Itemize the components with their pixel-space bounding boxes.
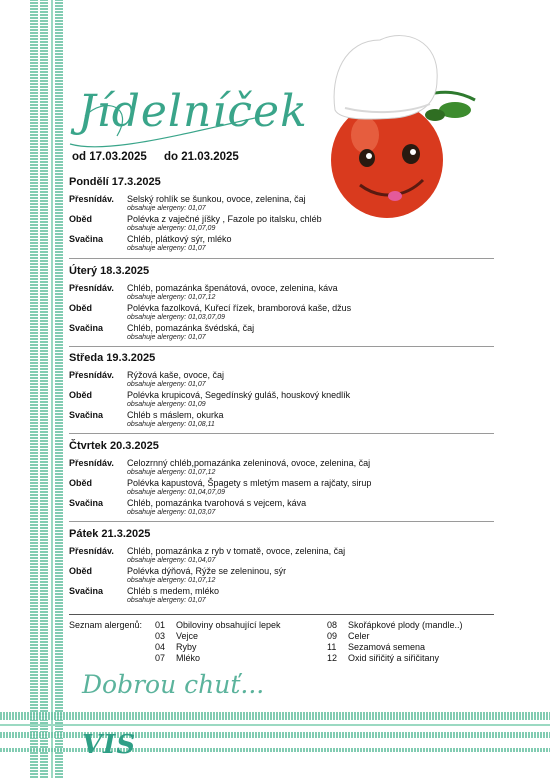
allergen-name: Obiloviny obsahující lepek bbox=[176, 620, 281, 630]
closing-text: Dobrou chuť... bbox=[82, 670, 265, 699]
allergen-name: Ryby bbox=[176, 642, 197, 652]
meal-text: Chléb, plátkový sýr, mléko bbox=[127, 234, 232, 244]
allergen-name: Skořápkové plody (mandle..) bbox=[348, 620, 463, 630]
day-divider bbox=[69, 346, 494, 347]
meal-text: Polévka kapustová, Špagety s mletým masem a rajčaty, sirup bbox=[127, 478, 372, 488]
meal-allergens: obsahuje alergeny: 01,04,07,09 bbox=[127, 489, 226, 496]
meal-allergens: obsahuje alergeny: 01,09 bbox=[127, 401, 206, 408]
meal-label: Svačina bbox=[69, 323, 104, 333]
allergen-name: Mléko bbox=[176, 653, 201, 663]
meal-label: Oběd bbox=[69, 566, 93, 576]
page-title: Jídelníček bbox=[78, 86, 308, 137]
meal-text: Polévka krupicová, Segedínský guláš, houskový knedlík bbox=[127, 390, 351, 400]
meal-snack bbox=[69, 234, 489, 254]
period-from: od 17.03.2025 bbox=[72, 151, 147, 163]
meal-lunch bbox=[69, 214, 489, 234]
meal-text: Chléb, pomazánka švédská, čaj bbox=[127, 323, 255, 333]
meal-allergens: obsahuje alergeny: 01,07,12 bbox=[127, 577, 216, 584]
day-friday bbox=[69, 528, 489, 606]
meal-text: Rýžová kaše, ovoce, čaj bbox=[127, 370, 225, 380]
meal-allergens: obsahuje alergeny: 01,08,11 bbox=[127, 421, 215, 428]
meal-label: Svačina bbox=[69, 410, 104, 420]
border-stripe-bottom-1 bbox=[0, 712, 550, 720]
border-line-left bbox=[51, 0, 53, 778]
day-monday bbox=[69, 176, 489, 254]
meal-allergens: obsahuje alergeny: 01,03,07 bbox=[127, 509, 216, 516]
allergen-code: 11 bbox=[327, 642, 337, 652]
meal-allergens: obsahuje alergeny: 01,07 bbox=[127, 334, 206, 341]
allergen-code: 09 bbox=[327, 631, 338, 641]
allergen-legend-title: Seznam alergenů: bbox=[69, 620, 143, 630]
allergen-name: Oxid siřičitý a siřičitany bbox=[348, 653, 440, 663]
meal-label: Svačina bbox=[69, 234, 104, 244]
meal-text: Selský rohlík se šunkou, ovoce, zelenina, čaj bbox=[127, 194, 306, 204]
meal-allergens: obsahuje alergeny: 01,07 bbox=[127, 381, 206, 388]
meal-label: Přesnídáv. bbox=[69, 194, 114, 204]
meal-allergens: obsahuje alergeny: 01,07,12 bbox=[127, 294, 216, 301]
meal-text: Chléb, pomazánka tvarohová s vejcem, káva bbox=[127, 498, 307, 508]
border-stripe-left-1 bbox=[30, 0, 38, 778]
meal-breakfast bbox=[69, 546, 489, 566]
meal-lunch bbox=[69, 390, 489, 410]
allergen-name: Vejce bbox=[176, 631, 199, 641]
meal-allergens: obsahuje alergeny: 01,07 bbox=[127, 597, 206, 604]
allergen-name: Sezamová semena bbox=[348, 642, 426, 652]
meal-allergens: obsahuje alergeny: 01,07 bbox=[127, 245, 206, 252]
meal-label: Svačina bbox=[69, 586, 104, 596]
meal-label: Přesnídáv. bbox=[69, 458, 114, 468]
meal-snack bbox=[69, 586, 489, 606]
allergen-code: 04 bbox=[155, 642, 166, 652]
meal-text: Chléb s máslem, okurka bbox=[127, 410, 224, 420]
allergen-divider bbox=[69, 614, 494, 615]
meal-label: Přesnídáv. bbox=[69, 370, 114, 380]
meal-label: Oběd bbox=[69, 214, 93, 224]
meal-allergens: obsahuje alergeny: 01,07,12 bbox=[127, 469, 216, 476]
meal-allergens: obsahuje alergeny: 01,03,07,09 bbox=[127, 314, 226, 321]
day-heading: Pondělí 17.3.2025 bbox=[69, 176, 161, 188]
meal-breakfast bbox=[69, 370, 489, 390]
meal-text: Polévka z vaječné jíšky , Fazole po italsku, chléb bbox=[127, 214, 322, 224]
meal-label: Svačina bbox=[69, 498, 104, 508]
brand-logo: VIS bbox=[82, 730, 137, 760]
day-heading: Úterý 18.3.2025 bbox=[69, 265, 150, 277]
allergen-code: 01 bbox=[155, 620, 166, 630]
border-line-bottom bbox=[0, 724, 550, 726]
meal-label: Oběd bbox=[69, 478, 93, 488]
allergen-code: 03 bbox=[155, 631, 166, 641]
allergen-code: 08 bbox=[327, 620, 338, 630]
meal-lunch bbox=[69, 566, 489, 586]
meal-label: Přesnídáv. bbox=[69, 283, 114, 293]
day-heading: Pátek 21.3.2025 bbox=[69, 528, 151, 540]
border-stripe-left-2 bbox=[40, 0, 48, 778]
meal-text: Chléb s medem, mléko bbox=[127, 586, 220, 596]
day-divider bbox=[69, 521, 494, 522]
meal-text: Polévka dýňová, Rýže se zeleninou, sýr bbox=[127, 566, 287, 576]
day-thursday bbox=[69, 440, 489, 518]
meal-allergens: obsahuje alergeny: 01,07,09 bbox=[127, 225, 216, 232]
meal-text: Chléb, pomazánka špenátová, ovoce, zelenina, káva bbox=[127, 283, 338, 293]
allergen-code: 07 bbox=[155, 653, 166, 663]
meal-label: Přesnídáv. bbox=[69, 546, 114, 556]
day-tuesday bbox=[69, 265, 489, 343]
menu-period bbox=[72, 151, 253, 163]
meal-allergens: obsahuje alergeny: 01,04,07 bbox=[127, 557, 216, 564]
meal-label: Oběd bbox=[69, 303, 93, 313]
day-divider bbox=[69, 433, 494, 434]
meal-breakfast bbox=[69, 194, 489, 214]
period-to: do 21.03.2025 bbox=[164, 151, 239, 163]
meal-text: Chléb, pomazánka z ryb v tomatě, ovoce, zelenina, čaj bbox=[127, 546, 346, 556]
meal-text: Polévka fazolková, Kuřecí řízek, bramborová kaše, džus bbox=[127, 303, 352, 313]
meal-lunch bbox=[69, 478, 489, 498]
day-divider bbox=[69, 258, 494, 259]
meal-snack bbox=[69, 323, 489, 343]
day-heading: Čtvrtek 20.3.2025 bbox=[69, 440, 159, 452]
meal-lunch bbox=[69, 303, 489, 323]
meal-allergens: obsahuje alergeny: 01,07 bbox=[127, 205, 206, 212]
border-stripe-left-3 bbox=[55, 0, 63, 778]
meal-snack bbox=[69, 498, 489, 518]
meal-text: Celozrnný chléb,pomazánka zeleninová, ovoce, zelenina, čaj bbox=[127, 458, 371, 468]
day-wednesday bbox=[69, 352, 489, 430]
meal-breakfast bbox=[69, 458, 489, 478]
meal-breakfast bbox=[69, 283, 489, 303]
meal-snack bbox=[69, 410, 489, 430]
day-heading: Středa 19.3.2025 bbox=[69, 352, 156, 364]
meal-label: Oběd bbox=[69, 390, 93, 400]
allergen-code: 12 bbox=[327, 653, 338, 663]
allergen-name: Celer bbox=[348, 631, 370, 641]
